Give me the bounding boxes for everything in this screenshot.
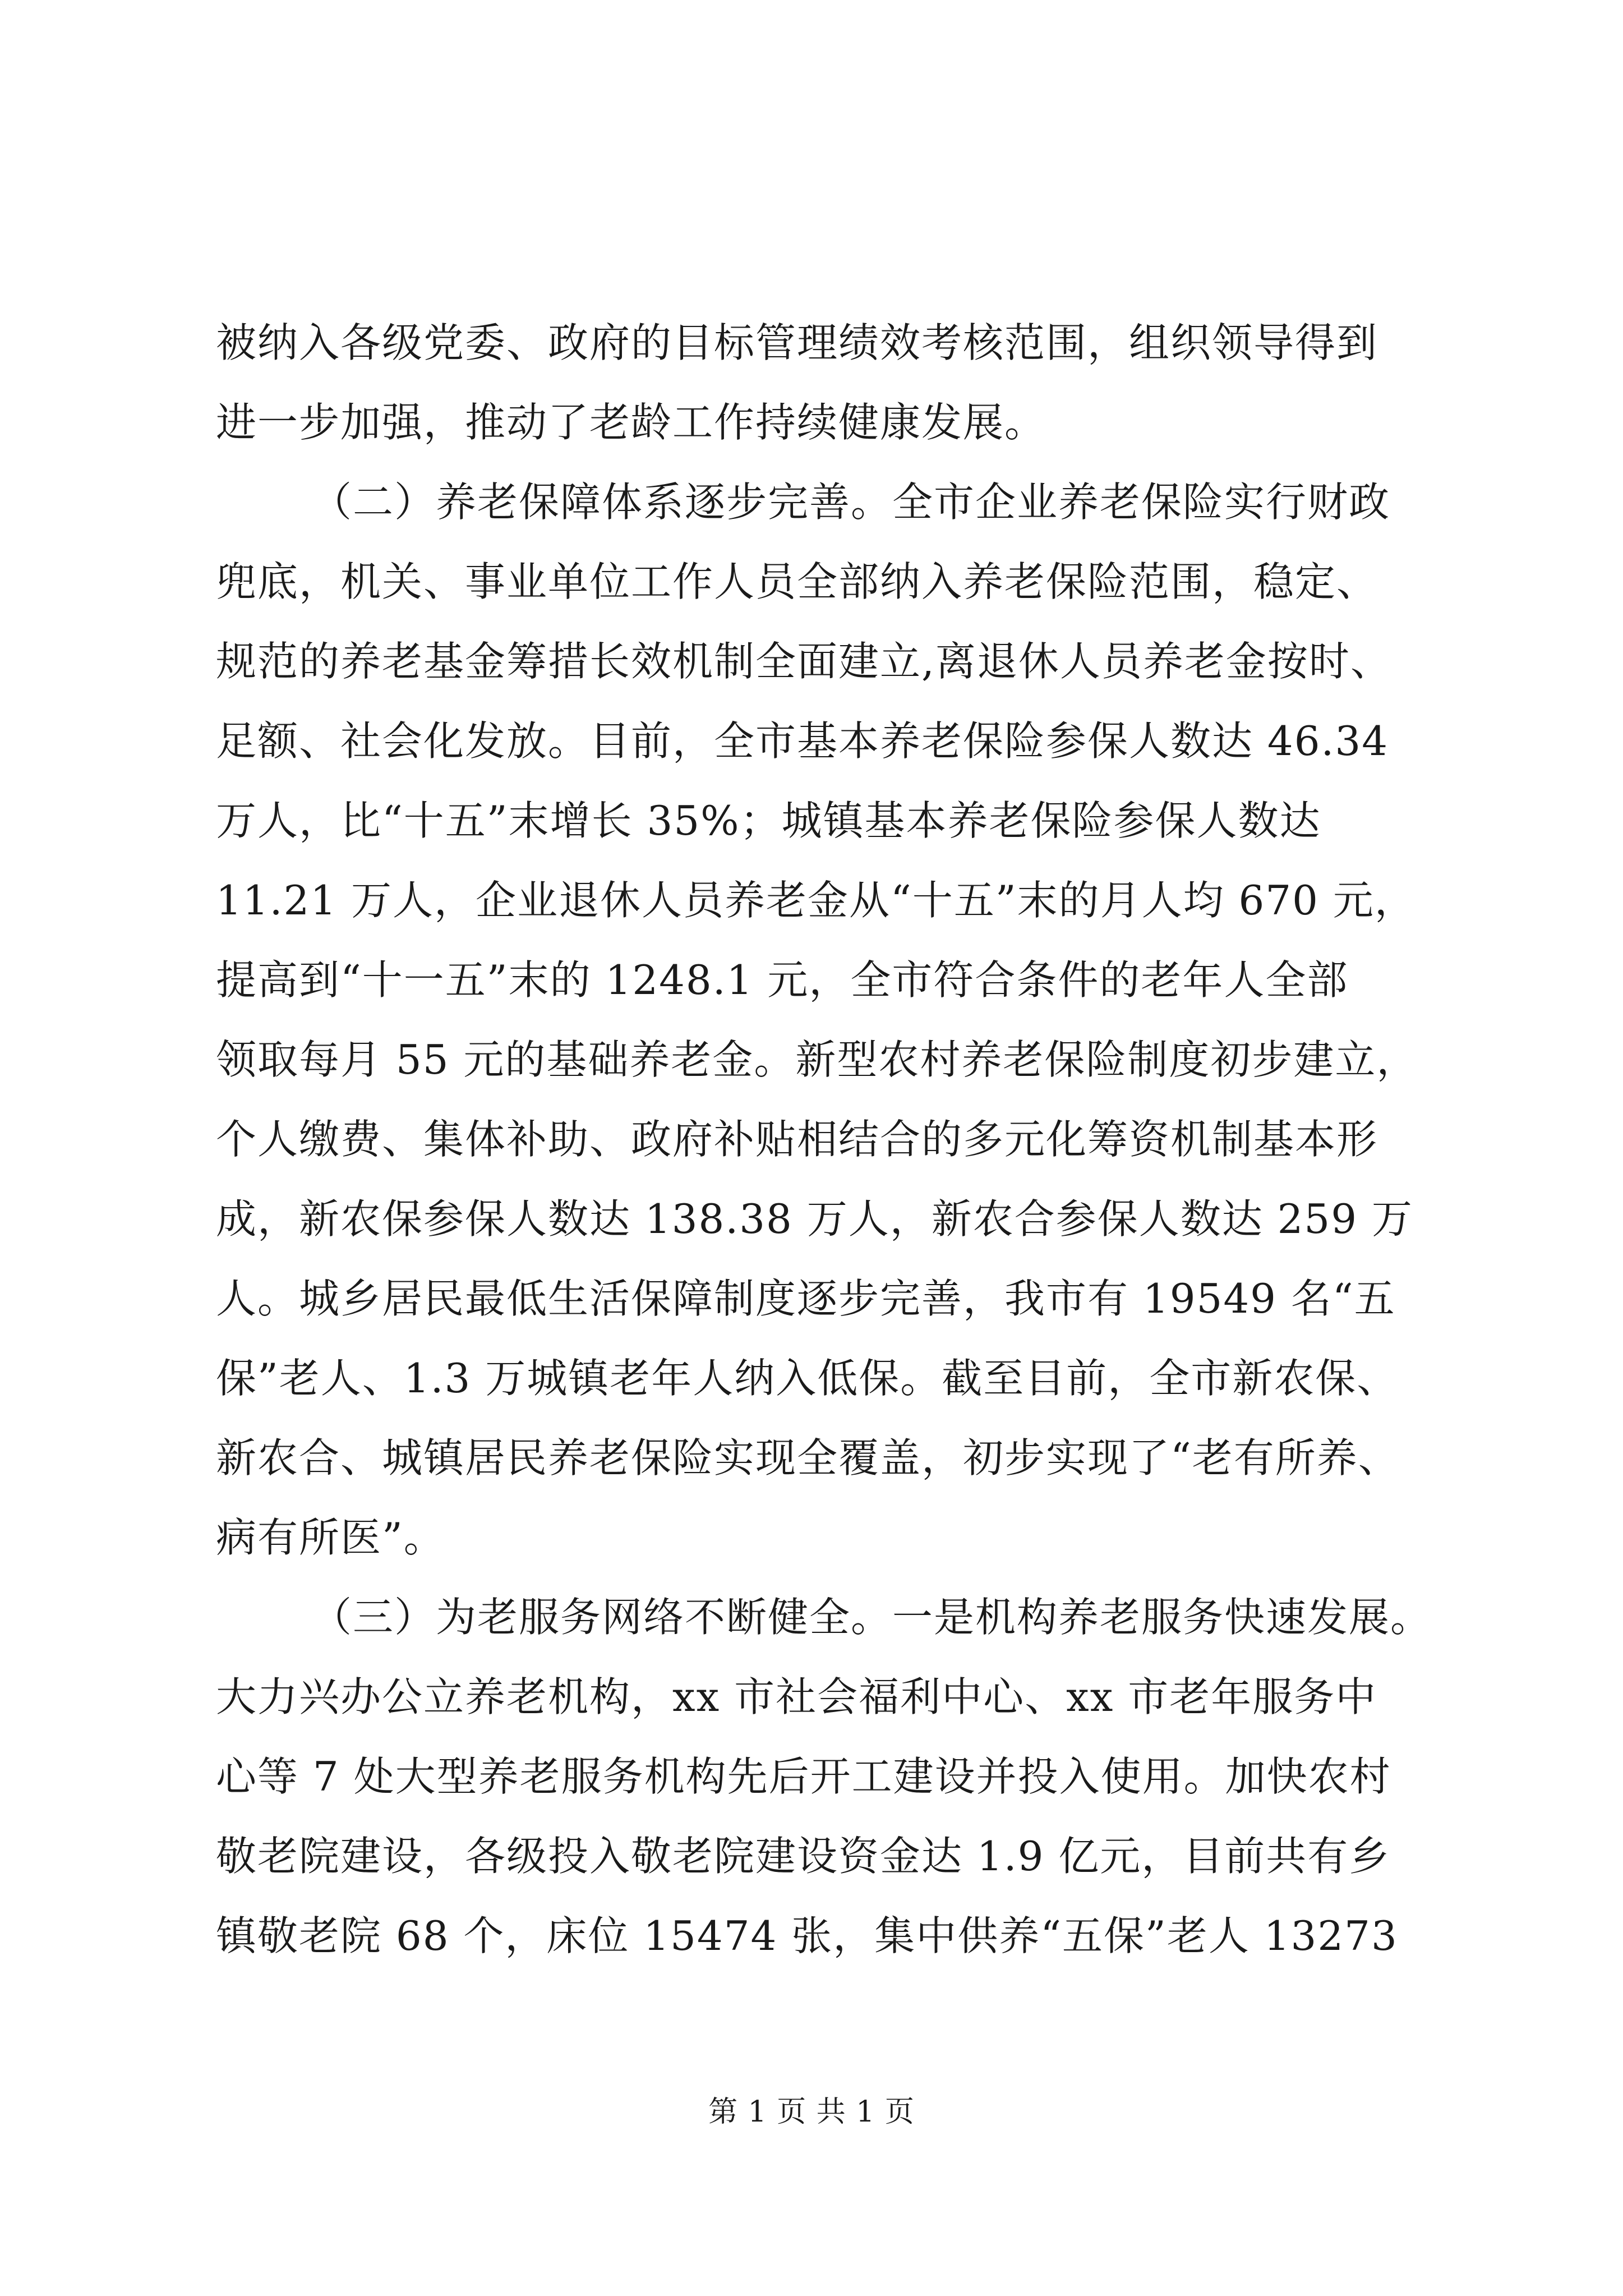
text-line: （二）养老保障体系逐步完善。全市企业养老保险实行财政 [311,478,1391,526]
text-line: 被纳入各级党委、政府的目标管理绩效考核范围，组织领导得到 [216,319,1378,366]
text-line: 成，新农保参保人数达 138.38 万人，新农合参保人数达 259 万 [216,1195,1413,1243]
text-line: 新农合、城镇居民养老保险实现全覆盖，初步实现了“老有所养、 [216,1434,1400,1481]
text-line: 万人，比“十五”末增长 35%；城镇基本养老保险参保人数达 [216,797,1321,844]
text-line: 保”老人、1.3 万城镇老年人纳入低保。截至目前，全市新农保、 [216,1355,1399,1402]
text-line: 大力兴办公立养老机构，xx 市社会福利中心、xx 市老年服务中 [216,1673,1377,1720]
page-footer: 第 1 页 共 1 页 [708,2095,915,2129]
text-line: 个人缴费、集体补助、政府补贴相结合的多元化筹资机制基本形 [216,1116,1378,1163]
text-line: 足额、社会化发放。目前，全市基本养老保险参保人数达 46.34 [216,717,1389,765]
text-line: 兜底，机关、事业单位工作人员全部纳入养老保险范围，稳定、 [216,558,1378,605]
text-line: 心等 7 处大型养老服务机构先后开工建设并投入使用。加快农村 [216,1753,1391,1800]
text-line: 病有所医”。 [216,1514,445,1561]
text-line: 敬老院建设，各级投入敬老院建设资金达 1.9 亿元，目前共有乡 [216,1833,1391,1880]
text-line: 人。城乡居民最低生活保障制度逐步完善，我市有 19549 名“五 [216,1275,1396,1322]
text-line: 镇敬老院 68 个，床位 15474 张，集中供养“五保”老人 13273 [216,1912,1398,1959]
text-line: 11.21 万人，企业退休人员养老金从“十五”末的月人均 670 元， [216,877,1416,924]
text-line: （三）为老服务网络不断健全。一是机构养老服务快速发展。 [311,1594,1432,1641]
text-line: 规范的养老基金筹措长效机制全面建立,离退休人员养老金按时、 [216,638,1392,685]
text-line: 进一步加强，推动了老龄工作持续健康发展。 [216,399,1046,446]
document-body [216,303,1432,1976]
text-line: 提高到“十一五”末的 1248.1 元，全市符合条件的老年人全部 [216,956,1349,1004]
text-line: 领取每月 55 元的基础养老金。新型农村养老保险制度初步建立， [216,1036,1418,1083]
